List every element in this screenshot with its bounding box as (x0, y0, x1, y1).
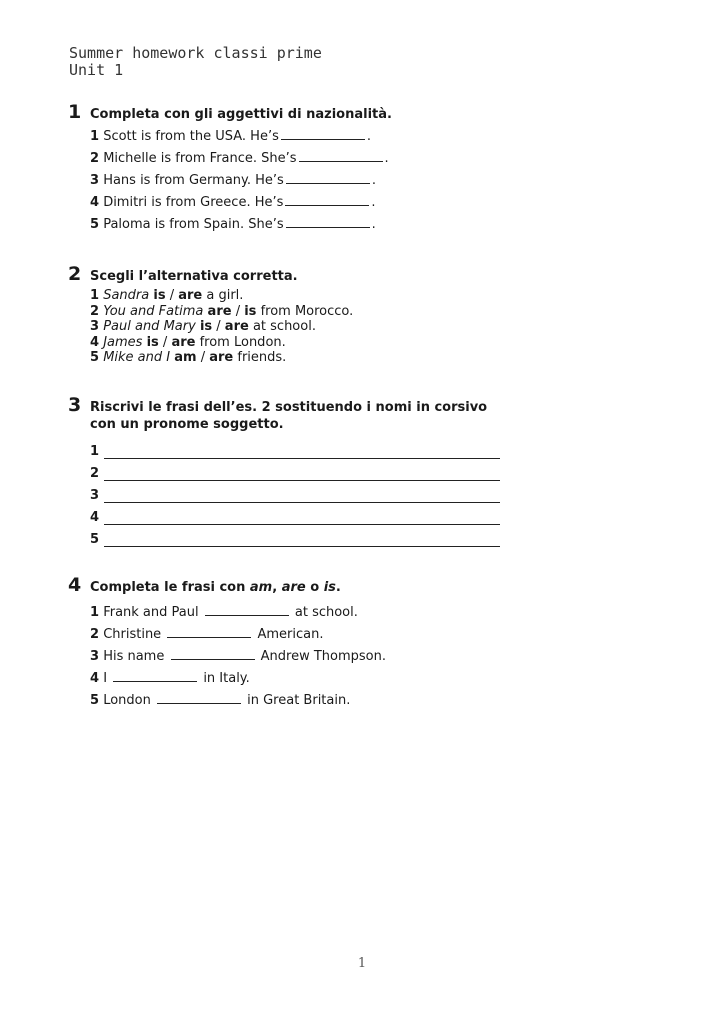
option-1[interactable]: is (153, 288, 166, 303)
exercise-number: 4 (68, 574, 82, 596)
answer-blank[interactable] (299, 151, 383, 162)
exercise-item: 1 Scott is from the USA. He’s . (90, 129, 371, 144)
answer-blank[interactable] (286, 217, 370, 228)
exercise-number: 3 (68, 394, 82, 416)
writing-line[interactable]: 1 (90, 437, 500, 459)
answer-blank[interactable] (171, 649, 255, 660)
option-2[interactable]: are (178, 288, 203, 303)
exercise-item: 3 Paul and Mary is / are at school. (90, 319, 316, 334)
writing-line[interactable]: 4 (90, 503, 500, 525)
exercise-instruction: Completa le frasi con am, are o is. (90, 580, 341, 595)
exercise-item: 2 Christine American. (90, 627, 324, 642)
unit-label: Unit 1 (69, 61, 124, 79)
option-1[interactable]: am (174, 350, 197, 365)
answer-blank[interactable] (286, 173, 370, 184)
exercise-number: 1 (68, 101, 82, 123)
answer-blank[interactable] (167, 627, 251, 638)
exercise-item: 1 Frank and Paul at school. (90, 605, 358, 620)
exercise-number: 2 (68, 263, 82, 285)
option-1[interactable]: is (199, 319, 213, 334)
page-number: 1 (357, 956, 367, 971)
answer-blank[interactable] (285, 195, 369, 206)
option-2[interactable]: are (171, 334, 196, 350)
document-title: Summer homework classi prime (69, 44, 322, 62)
document-header (69, 45, 322, 79)
exercise-item: 5 Mike and I am / are friends. (90, 350, 287, 365)
answer-blank[interactable] (113, 671, 197, 682)
option-2[interactable]: is (244, 303, 257, 319)
exercise-item: 2 Michelle is from France. She’s . (90, 151, 389, 166)
exercise-item: 4 James is / are from London. (90, 334, 286, 350)
exercise-item: 3 His name Andrew Thompson. (90, 649, 386, 664)
exercise-1 (68, 101, 392, 236)
option-1[interactable]: is (146, 334, 159, 350)
writing-line[interactable]: 2 (90, 459, 500, 481)
exercise-item: 4 I in Italy. (90, 671, 250, 686)
writing-line[interactable]: 3 (90, 481, 500, 503)
exercise-item: 5 London in Great Britain. (90, 693, 351, 708)
answer-blank[interactable] (281, 129, 365, 140)
exercise-instruction: Scegli l’alternativa corretta. (90, 269, 298, 284)
exercise-2 (68, 263, 353, 366)
exercise-3 (68, 394, 500, 547)
exercise-4 (68, 574, 386, 712)
exercise-item: 5 Paloma is from Spain. She’s . (90, 217, 376, 232)
answer-blank[interactable] (157, 693, 241, 704)
exercise-item: 1 Sandra is / are a girl. (90, 288, 244, 303)
option-2[interactable]: are (209, 350, 234, 365)
option-1[interactable]: are (207, 303, 232, 319)
exercise-item: 3 Hans is from Germany. He’s . (90, 173, 376, 188)
option-2[interactable]: are (224, 319, 249, 334)
writing-line[interactable]: 5 (90, 525, 500, 547)
exercise-instruction: Riscrivi le frasi dell’es. 2 sostituendo i nomi in corsivo con un pronome soggetto. (90, 400, 488, 432)
exercise-instruction: Completa con gli aggettivi di nazionalità. (90, 107, 392, 122)
answer-blank[interactable] (205, 605, 289, 616)
exercise-item: 2 You and Fatima are / is from Morocco. (90, 303, 354, 319)
exercise-item: 4 Dimitri is from Greece. He’s . (90, 195, 376, 210)
